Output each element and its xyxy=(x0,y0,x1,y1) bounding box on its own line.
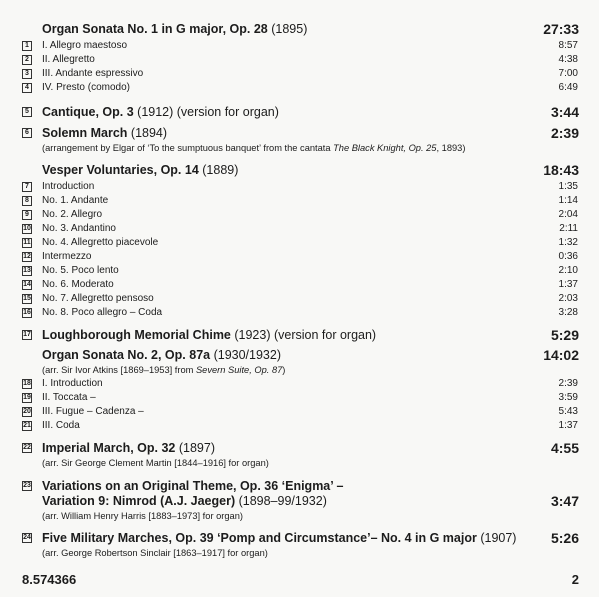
arrangement-note: (arrangement by Elgar of ‘To the sumptuous banquet’ from the cantata The Black Knight, Op. 25, 1893) xyxy=(42,143,466,153)
track-row xyxy=(0,194,599,208)
track-row xyxy=(0,81,599,95)
work-title-row xyxy=(0,494,599,508)
work-title-row xyxy=(0,163,599,177)
track-time: 2:04 xyxy=(558,209,578,220)
track-row xyxy=(0,419,599,433)
arrangement-note: (arr. George Robertson Sinclair [1863–1917] for organ) xyxy=(42,548,268,558)
track-row xyxy=(0,264,599,278)
track-time: 6:49 xyxy=(558,82,578,93)
track-time: 1:37 xyxy=(558,420,578,431)
track-number: 14 xyxy=(23,281,31,288)
track-row xyxy=(0,292,599,306)
arrangement-note-row xyxy=(0,546,599,560)
track-number: 9 xyxy=(22,210,32,220)
track-title: II. Toccata – xyxy=(42,392,96,403)
track-row xyxy=(0,250,599,264)
track-row xyxy=(0,180,599,194)
track-number: 16 xyxy=(23,309,31,316)
work-total-time: 27:33 xyxy=(543,21,579,37)
work-total-time: 2:39 xyxy=(550,125,579,141)
work-title: Imperial March, Op. 32 (1897) xyxy=(42,441,215,455)
arrangement-note-row xyxy=(0,141,599,155)
track-row xyxy=(0,39,599,53)
track-row xyxy=(0,236,599,250)
track-number: 7 xyxy=(22,182,32,192)
arrangement-note-row xyxy=(0,456,599,470)
track-title: No. 3. Andantino xyxy=(42,223,116,234)
track-number: 24 xyxy=(23,534,31,541)
work-title-row xyxy=(0,22,599,36)
work-title: Five Military Marches, Op. 39 ‘Pomp and Circumstance’– No. 4 in G major (1907) xyxy=(42,531,517,545)
work-total-time: 4:55 xyxy=(550,440,579,456)
track-title: Introduction xyxy=(42,181,95,192)
track-time: 5:43 xyxy=(558,406,578,417)
track-title: II. Allegretto xyxy=(42,54,95,65)
track-title: I. Introduction xyxy=(42,378,103,389)
track-time: 2:10 xyxy=(558,265,578,276)
track-time: 3:28 xyxy=(558,307,578,318)
work-title-row xyxy=(0,531,599,545)
track-time: 1:35 xyxy=(558,181,578,192)
work-title: Vesper Voluntaries, Op. 14 (1889) xyxy=(42,163,239,177)
track-row xyxy=(0,222,599,236)
track-row xyxy=(0,391,599,405)
track-title: III. Fugue – Cadenza – xyxy=(42,406,144,417)
track-number: 2 xyxy=(22,55,32,65)
track-row xyxy=(0,67,599,81)
track-title: III. Andante espressivo xyxy=(42,68,144,79)
track-number: 8 xyxy=(22,196,32,206)
track-time: 2:39 xyxy=(558,378,578,389)
work-title-row xyxy=(0,348,599,362)
track-row xyxy=(0,53,599,67)
track-time: 3:59 xyxy=(558,392,578,403)
work-title-row xyxy=(0,105,599,119)
track-number: 19 xyxy=(23,394,31,401)
track-title: IV. Presto (comodo) xyxy=(42,82,131,93)
track-title: No. 5. Poco lento xyxy=(42,265,119,276)
work-total-time: 14:02 xyxy=(543,347,579,363)
work-subtitle: Variation 9: Nimrod (A.J. Jaeger) (1898–99/1932) xyxy=(42,494,327,508)
track-title: No. 4. Allegretto piacevole xyxy=(42,237,159,248)
track-number: 17 xyxy=(23,331,31,338)
track-time: 2:11 xyxy=(559,223,578,234)
work-title-row xyxy=(0,126,599,140)
track-title: No. 7. Allegretto pensoso xyxy=(42,293,154,304)
track-row xyxy=(0,208,599,222)
arrangement-note-row xyxy=(0,363,599,377)
work-title: Solemn March (1894) xyxy=(42,126,168,140)
track-number: 21 xyxy=(23,422,31,429)
arrangement-note-row xyxy=(0,509,599,523)
track-time: 1:37 xyxy=(558,279,578,290)
track-time: 0:36 xyxy=(558,251,578,262)
track-number: 23 xyxy=(23,482,31,489)
track-number: 18 xyxy=(23,380,31,387)
page-number: 2 xyxy=(571,572,579,587)
track-title: I. Allegro maestoso xyxy=(42,40,128,51)
work-total-time: 3:47 xyxy=(550,493,579,509)
track-number: 22 xyxy=(23,444,31,451)
work-title-row xyxy=(0,479,599,493)
work-title-row xyxy=(0,441,599,455)
work-total-time: 5:26 xyxy=(550,530,579,546)
track-number: 1 xyxy=(22,41,32,51)
track-row xyxy=(0,377,599,391)
track-title: Intermezzo xyxy=(42,251,92,262)
track-time: 1:32 xyxy=(558,237,578,248)
track-row xyxy=(0,306,599,320)
track-title: III. Coda xyxy=(42,420,80,431)
arrangement-note: (arr. Sir George Clement Martin [1844–1916] for organ) xyxy=(42,458,269,468)
track-number: 10 xyxy=(23,225,31,232)
track-number: 11 xyxy=(23,239,31,246)
work-total-time: 3:44 xyxy=(550,104,579,120)
arrangement-note: (arr. William Henry Harris [1883–1973] for organ) xyxy=(42,511,243,521)
track-time: 8:57 xyxy=(558,40,578,51)
work-title: Loughborough Memorial Chime (1923) (version for organ) xyxy=(42,328,377,342)
track-number: 13 xyxy=(23,267,31,274)
work-total-time: 5:29 xyxy=(550,327,579,343)
track-title: No. 2. Allegro xyxy=(42,209,103,220)
track-number: 3 xyxy=(22,69,32,79)
track-time: 2:03 xyxy=(558,293,578,304)
track-number: 20 xyxy=(23,408,31,415)
track-number: 4 xyxy=(22,83,32,93)
work-total-time: 18:43 xyxy=(543,162,579,178)
work-title: Cantique, Op. 3 (1912) (version for organ) xyxy=(42,105,279,119)
work-title-row xyxy=(0,328,599,342)
track-row xyxy=(0,278,599,292)
catalog-number: 8.574366 xyxy=(22,572,77,587)
track-time: 7:00 xyxy=(558,68,578,79)
track-number: 15 xyxy=(23,295,31,302)
track-title: No. 1. Andante xyxy=(42,195,109,206)
track-time: 1:14 xyxy=(558,195,578,206)
track-row xyxy=(0,405,599,419)
track-title: No. 8. Poco allegro – Coda xyxy=(42,307,163,318)
arrangement-note: (arr. Sir Ivor Atkins [1869–1953] from Severn Suite, Op. 87) xyxy=(42,365,286,375)
work-title: Variations on an Original Theme, Op. 36 ‘Enigma’ – xyxy=(42,479,344,493)
track-number: 12 xyxy=(23,253,31,260)
work-title: Organ Sonata No. 2, Op. 87a (1930/1932) xyxy=(42,348,281,362)
track-time: 4:38 xyxy=(558,54,578,65)
track-number: 5 xyxy=(22,107,32,117)
work-title: Organ Sonata No. 1 in G major, Op. 28 (1895) xyxy=(42,22,308,36)
track-number: 6 xyxy=(22,128,32,138)
track-title: No. 6. Moderato xyxy=(42,279,114,290)
